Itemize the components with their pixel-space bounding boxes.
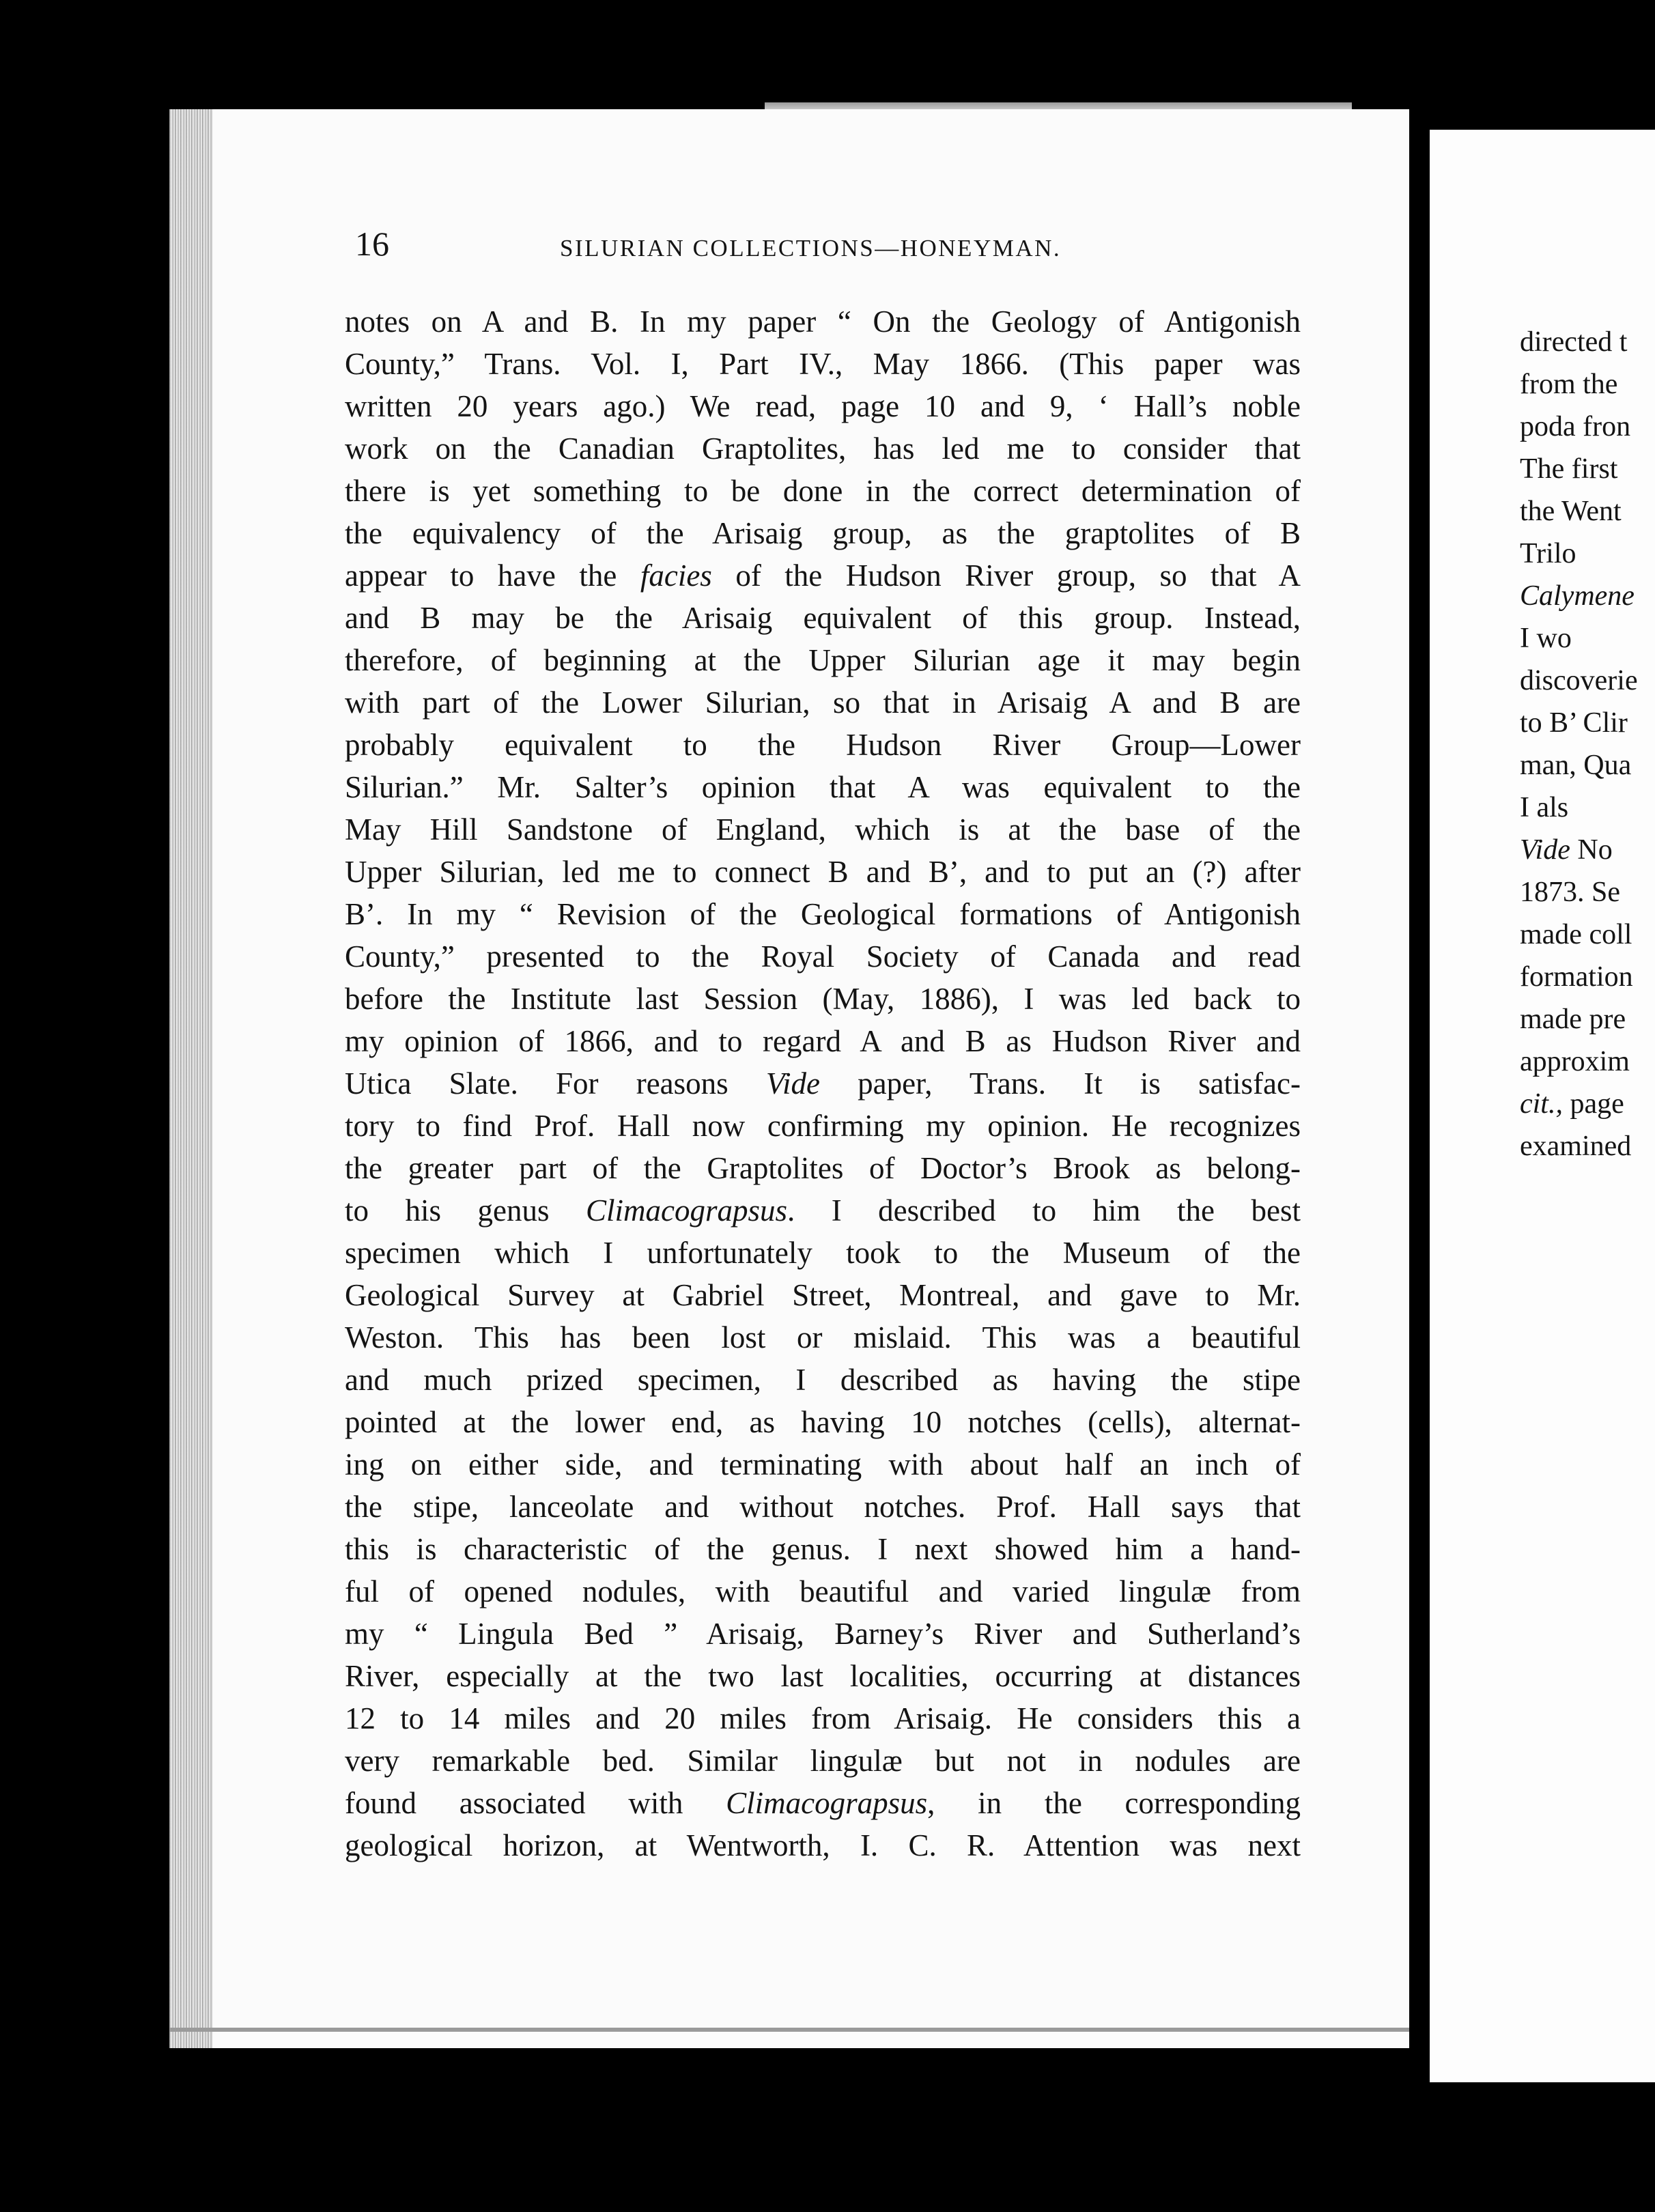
text-line: my opinion of 1866, and to regard A and B as Hudson River and	[345, 1024, 1301, 1058]
facing-text-line: I als	[1520, 792, 1569, 823]
text-line: ful of opened nodules, with beautiful and varied lingulæ from	[345, 1574, 1301, 1608]
text-line: my “ Lingula Bed ” Arisaig, Barney’s River and Sutherland’s	[345, 1617, 1301, 1651]
text-line: Weston. This has been lost or mislaid. This was a beautiful	[345, 1320, 1301, 1355]
facing-text-line: 1873. Se	[1520, 877, 1620, 908]
text-line: with part of the Lower Silurian, so that in Arisaig A and B are	[345, 685, 1301, 720]
text-line: pointed at the lower end, as having 10 notches (cells), alternat-	[345, 1405, 1301, 1439]
facing-text-line: made pre	[1520, 1004, 1626, 1035]
facing-text-line: Calymene	[1520, 580, 1635, 612]
facing-text-line: the Went	[1520, 496, 1622, 527]
facing-text-line: I wo	[1520, 623, 1572, 654]
page-number: 16	[355, 225, 389, 263]
text-line: to his genus Climacograpsus. I described to him the best	[345, 1193, 1301, 1228]
text-line: and B may be the Arisaig equivalent of this group. Instead,	[345, 601, 1301, 635]
facing-text-line: discoverie	[1520, 665, 1638, 696]
text-line: the equivalency of the Arisaig group, as the graptolites of B	[345, 516, 1301, 550]
text-line: County,” presented to the Royal Society of Canada and read	[345, 939, 1301, 974]
facing-text-line: approxim	[1520, 1046, 1630, 1077]
text-line: 12 to 14 miles and 20 miles from Arisaig. He considers this a	[345, 1701, 1301, 1735]
text-line: the stipe, lanceolate and without notches. Prof. Hall says that	[345, 1490, 1301, 1524]
facing-text-line: Vide No	[1520, 834, 1613, 866]
body-text	[345, 300, 1301, 1867]
facing-text-line: from the	[1520, 369, 1618, 400]
page-header	[355, 224, 1174, 265]
text-line: there is yet something to be done in the correct determination of	[345, 474, 1301, 508]
text-line: tory to find Prof. Hall now confirming my opinion. He recognizes	[345, 1109, 1301, 1143]
page-bottom-edge	[169, 2028, 1412, 2032]
text-line: before the Institute last Session (May, 1886), I was led back to	[345, 982, 1301, 1016]
page-edge-shading	[169, 109, 213, 2048]
text-line: notes on A and B. In my paper “ On the Geology of Antigonish	[345, 304, 1301, 339]
text-line: May Hill Sandstone of England, which is at the base of the	[345, 812, 1301, 847]
text-line: work on the Canadian Graptolites, has led me to consider that	[345, 431, 1301, 466]
facing-text-line: examined	[1520, 1131, 1632, 1162]
text-line: probably equivalent to the Hudson River Group—Lower	[345, 728, 1301, 762]
text-line: this is characteristic of the genus. I next showed him a hand-	[345, 1532, 1301, 1566]
text-line: Upper Silurian, led me to connect B and B’, and to put an (?) after	[345, 855, 1301, 889]
text-line: geological horizon, at Wentworth, I. C. R. Attention was next	[345, 1828, 1301, 1862]
text-line: River, especially at the two last localities, occurring at distances	[345, 1659, 1301, 1693]
text-line: Geological Survey at Gabriel Street, Montreal, and gave to Mr.	[345, 1278, 1301, 1312]
text-line: B’. In my “ Revision of the Geological formations of Antigonish	[345, 897, 1301, 931]
text-line: found associated with Climacograpsus, in the corresponding	[345, 1786, 1301, 1820]
facing-text-line: formation	[1520, 961, 1633, 993]
text-line: written 20 years ago.) We read, page 10 and 9, ‘ Hall’s noble	[345, 389, 1301, 423]
text-line: appear to have the facies of the Hudson River group, so that A	[345, 558, 1301, 593]
text-line: specimen which I unfortunately took to the Museum of the	[345, 1236, 1301, 1270]
facing-text-line: cit., page	[1520, 1088, 1624, 1120]
text-line: Silurian.” Mr. Salter’s opinion that A was equivalent to the	[345, 770, 1301, 804]
text-line: therefore, of beginning at the Upper Silurian age it may begin	[345, 643, 1301, 677]
text-line: County,” Trans. Vol. I, Part IV., May 1866. (This paper was	[345, 347, 1301, 381]
text-line: and much prized specimen, I described as having the stipe	[345, 1363, 1301, 1397]
facing-text-line: man, Qua	[1520, 750, 1632, 781]
book-gutter	[1409, 109, 1430, 2089]
facing-text-line: to B’ Clir	[1520, 707, 1628, 739]
facing-text-line: directed t	[1520, 326, 1628, 358]
text-line: very remarkable bed. Similar lingulæ but not in nodules are	[345, 1744, 1301, 1778]
text-line: ing on either side, and terminating with about half an inch of	[345, 1447, 1301, 1481]
facing-text-line: Trilo	[1520, 538, 1576, 569]
text-line: the greater part of the Graptolites of Doctor’s Brook as belong-	[345, 1151, 1301, 1185]
text-line: Utica Slate. For reasons Vide paper, Trans. It is satisfac-	[345, 1066, 1301, 1101]
running-title: SILURIAN COLLECTIONS—HONEYMAN.	[560, 235, 1062, 261]
facing-text-line: poda fron	[1520, 411, 1631, 442]
facing-page-text	[1520, 321, 1655, 1167]
facing-text-line: made coll	[1520, 919, 1632, 950]
facing-text-line: The first	[1520, 453, 1618, 485]
